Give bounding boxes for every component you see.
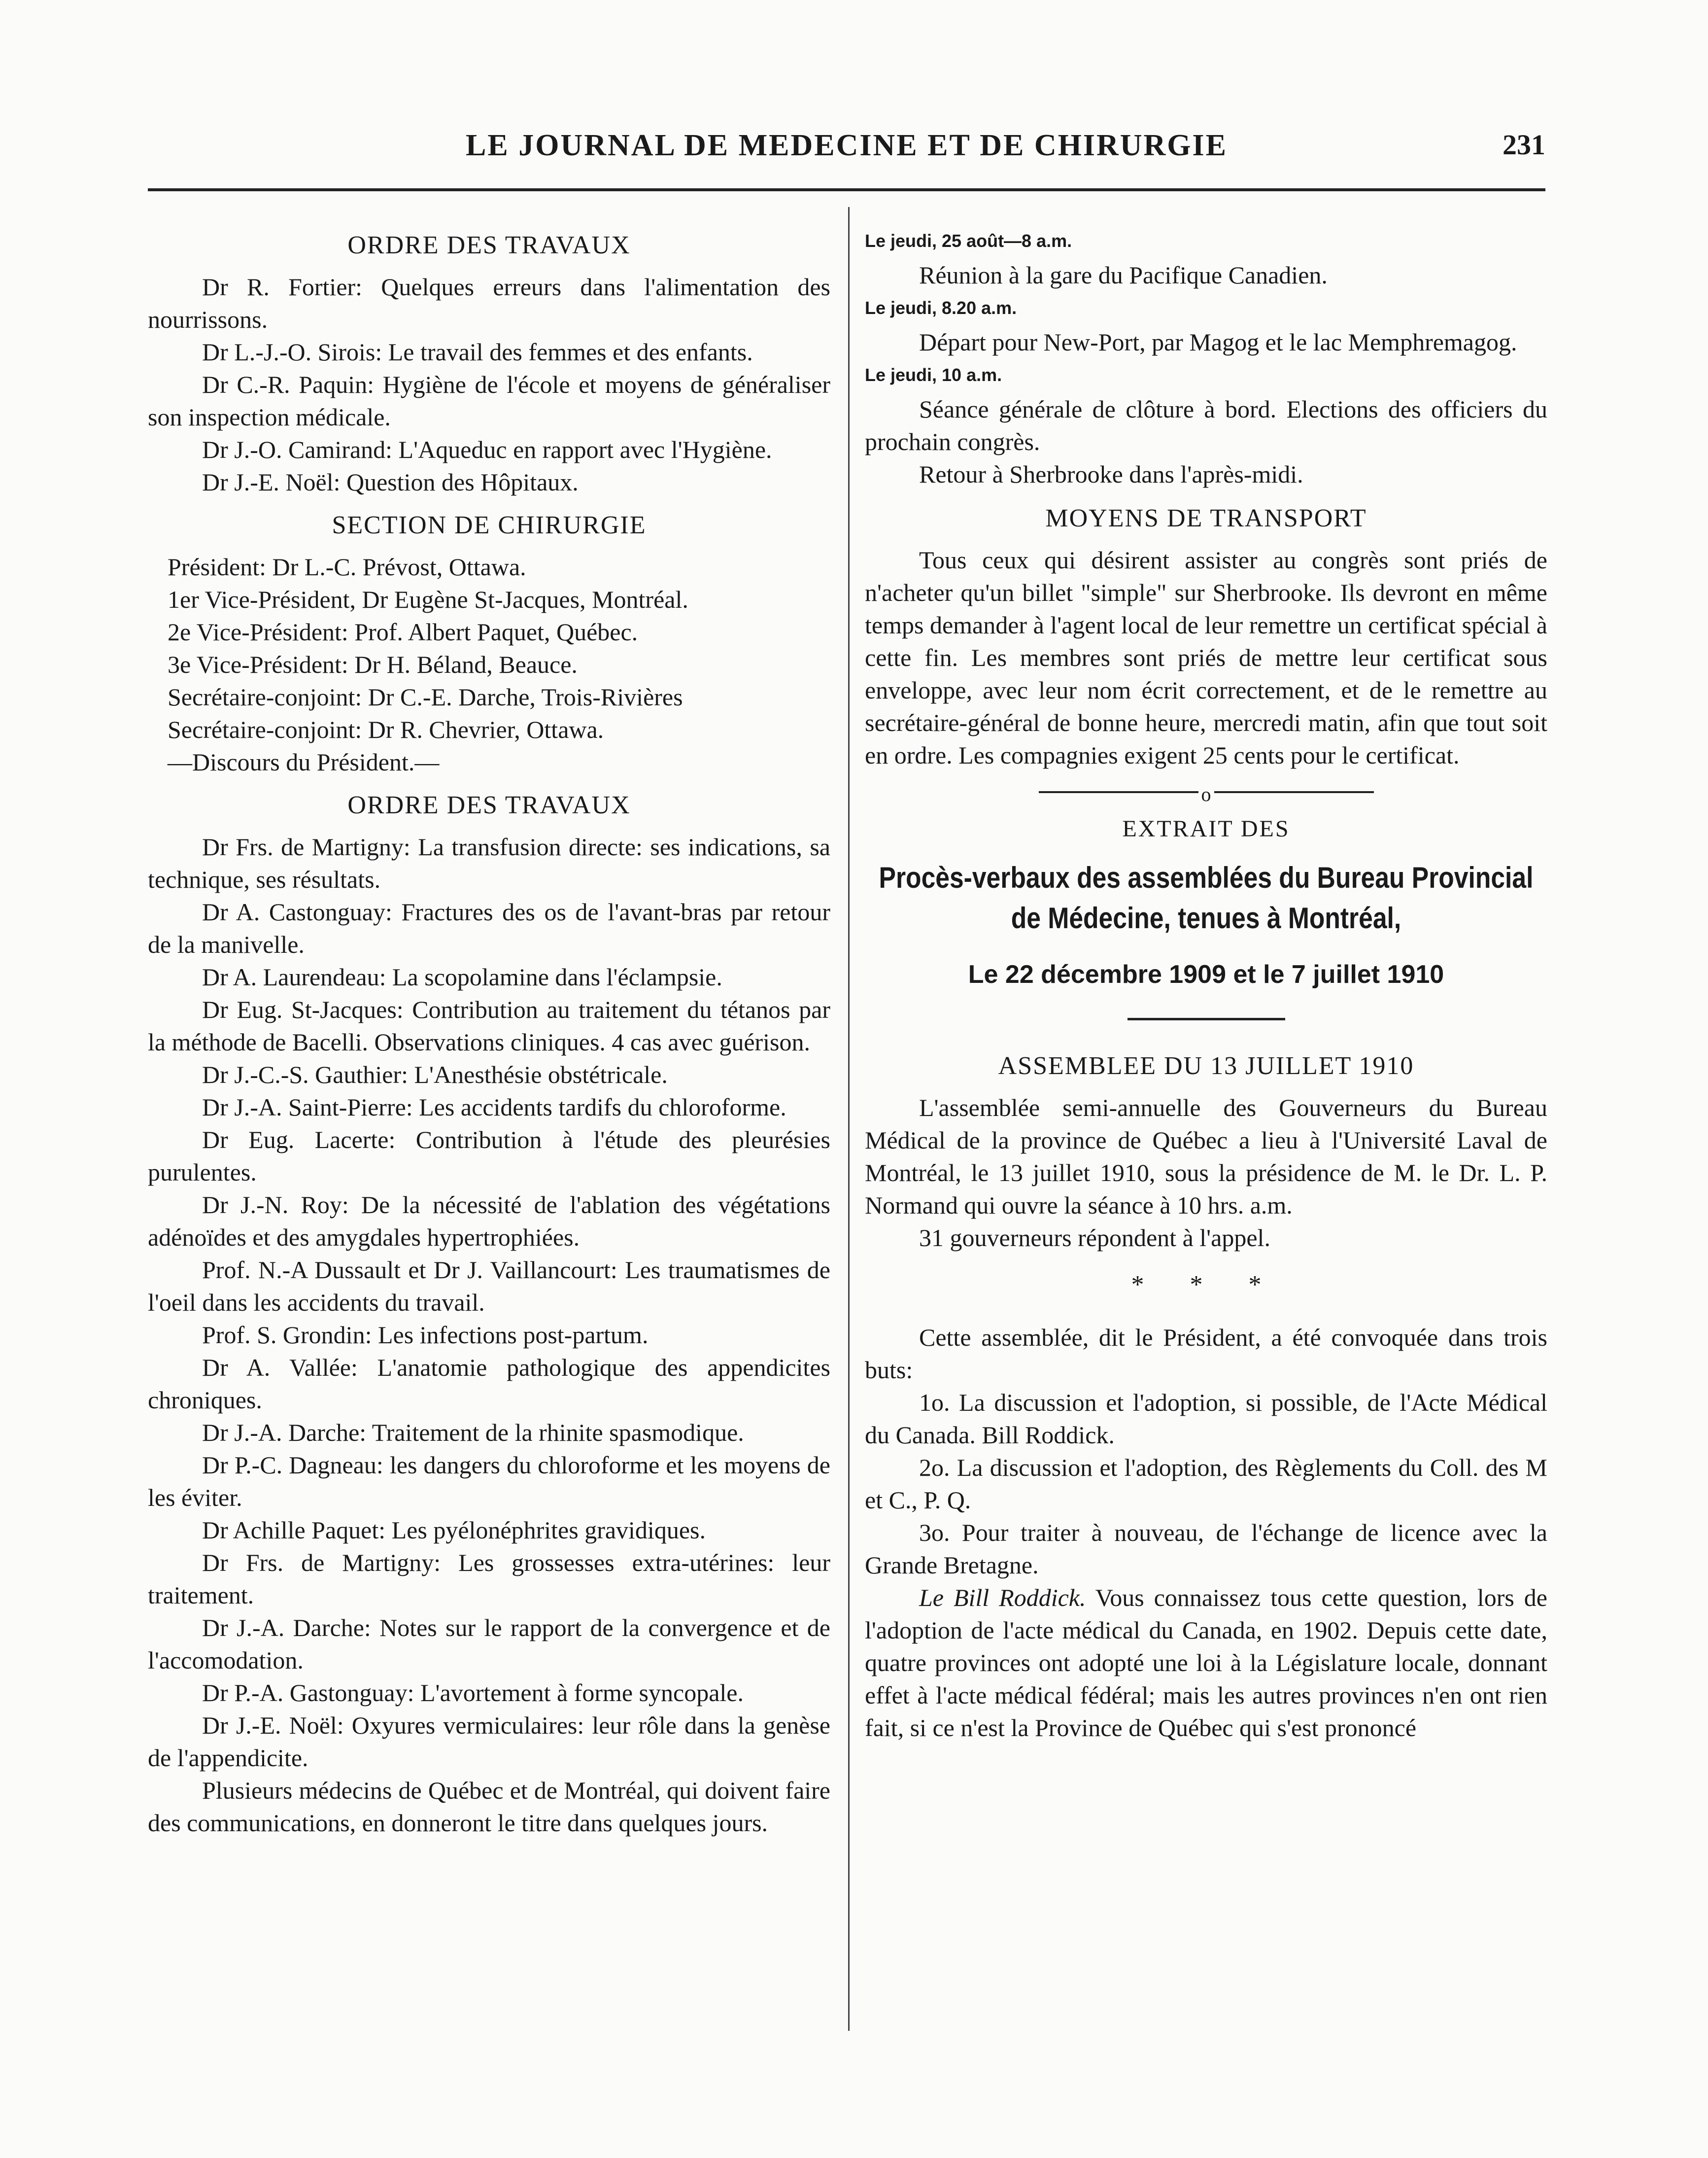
proces-verbaux-title: Procès-verbaux des assemblées du Bureau Provincial de Médecine, tenues à Montréal, xyxy=(879,861,1534,935)
running-title: LE JOURNAL DE MEDECINE ET DE CHIRURGIE xyxy=(466,129,1228,162)
schedule-text: Réunion à la gare du Pacifique Canadien. xyxy=(919,261,1328,289)
schedule-time: Le jeudi, 25 août—8 a.m. xyxy=(865,231,1072,251)
officer-line: Secrétaire-conjoint: Dr R. Chevrier, Ottawa. xyxy=(168,716,604,743)
travaux-item: Dr J.-C.-S. Gauthier: L'Anesthésie obstétricale. xyxy=(202,1061,668,1088)
separator-mark: o xyxy=(1198,778,1214,811)
running-head xyxy=(148,123,1545,182)
officer-line: —Discours du Président.— xyxy=(168,748,440,776)
travaux-item: Dr Frs. de Martigny: Les grossesses extra-utérines: leur traitement. xyxy=(148,1549,830,1609)
page-number: 231 xyxy=(1503,129,1545,161)
schedule-text: Séance générale de clôture à bord. Elections des officiers du prochain congrès. xyxy=(865,395,1547,455)
travaux-item: Dr P.-C. Dagneau: les dangers du chloroforme et les moyens de les éviter. xyxy=(148,1451,830,1511)
officer-line: Secrétaire-conjoint: Dr C.-E. Darche, Trois-Rivières xyxy=(168,683,683,711)
extrait-heading: EXTRAIT DES xyxy=(1122,816,1290,842)
separator-rule-2 xyxy=(1127,1018,1285,1020)
travaux-item: Prof. S. Grondin: Les infections post-partum. xyxy=(202,1321,649,1349)
travaux-item: Dr Achille Paquet: Les pyélonéphrites gravidiques. xyxy=(202,1516,706,1544)
travaux-item: Dr A. Castonguay: Fractures des os de l'avant-bras par retour de la manivelle. xyxy=(148,898,830,958)
travaux-item: Dr J.-A. Darche: Notes sur le rapport de la convergence et de l'accomodation. xyxy=(148,1614,830,1674)
officer-line: 1er Vice-Président, Dr Eugène St-Jacques, Montréal. xyxy=(168,586,688,613)
officer-line: Président: Dr L.-C. Prévost, Ottawa. xyxy=(168,553,526,581)
travaux-item: Dr J.-N. Roy: De la nécessité de l'ablation des végétations adénoïdes et des amygdales hypertrophiées. xyxy=(148,1191,830,1251)
separator-rule xyxy=(1039,783,1374,805)
assemblee-paragraph: L'assemblée semi-annuelle des Gouverneurs du Bureau Médical de la province de Québec a lieu à l'Université Laval de Montréal, le 13 juillet 1910, sous la présidence de M. le Dr. L. P. Normand qui ouvre la séance à 10 hrs. a.m. xyxy=(865,1094,1547,1219)
column-divider xyxy=(848,207,850,2031)
heading-section-chirurgie: SECTION DE CHIRURGIE xyxy=(332,511,647,539)
assemblee-paragraph: Cette assemblée, dit le Président, a été convoquée dans trois buts: xyxy=(865,1323,1547,1384)
travaux-item: Dr J.-O. Camirand: L'Aqueduc en rapport avec l'Hygiène. xyxy=(202,436,772,463)
officer-line: 2e Vice-Président: Prof. Albert Paquet, Québec. xyxy=(168,618,638,646)
heading-ordre-travaux-1: ORDRE DES TRAVAUX xyxy=(347,231,631,259)
travaux-item: Dr A. Vallée: L'anatomie pathologique des appendicites chroniques. xyxy=(148,1354,830,1414)
travaux-item: Dr J.-E. Noël: Question des Hôpitaux. xyxy=(202,468,579,496)
left-column xyxy=(148,224,830,1839)
travaux-item: Dr P.-A. Gastonguay: L'avortement à forme syncopale. xyxy=(202,1679,744,1706)
but-item: 2o. La discussion et l'adoption, des Règlements du Coll. des M et C., P. Q. xyxy=(865,1454,1547,1514)
schedule-text: Départ pour New-Port, par Magog et le lac Memphremagog. xyxy=(919,328,1517,356)
travaux-item: Dr Eug. Lacerte: Contribution à l'étude des pleurésies purulentes. xyxy=(148,1126,830,1186)
schedule-extra: Retour à Sherbrooke dans l'après-midi. xyxy=(919,460,1303,488)
schedule-time: Le jeudi, 10 a.m. xyxy=(865,365,1002,385)
but-item: 3o. Pour traiter à nouveau, de l'échange de licence avec la Grande Bretagne. xyxy=(865,1519,1547,1579)
travaux-item: Dr A. Laurendeau: La scopolamine dans l'éclampsie. xyxy=(202,963,722,991)
heading-ordre-travaux-2: ORDRE DES TRAVAUX xyxy=(347,791,631,819)
travaux-item: Dr J.-A. Saint-Pierre: Les accidents tardifs du chloroforme. xyxy=(202,1093,786,1121)
bill-roddick-text: Vous connaissez tous cette question, lors de l'adoption de l'acte médical du Canada, en 1902. Depuis cette date, quatre provinces ont adopté une loi à la Législature locale, donnant effet à l'acte médical fédéral; mais les autres provinces n'en ont rien fait, si ce n'est la Province de Québec qui s'est prononcé xyxy=(865,1584,1547,1741)
travaux-item: Dr Eug. St-Jacques: Contribution au traitement du tétanos par la méthode de Bacelli. Observations cliniques. 4 cas avec guérison. xyxy=(148,996,830,1056)
officer-line: 3e Vice-Président: Dr H. Béland, Beauce. xyxy=(168,651,578,678)
asterisks-divider: * * * xyxy=(1131,1271,1281,1299)
travaux-item: Dr R. Fortier: Quelques erreurs dans l'alimentation des nourrissons. xyxy=(148,273,830,333)
schedule-time: Le jeudi, 8.20 a.m. xyxy=(865,298,1017,318)
travaux-item: Dr L.-J.-O. Sirois: Le travail des femmes et des enfants. xyxy=(202,338,753,366)
proces-verbaux-dates: Le 22 décembre 1909 et le 7 juillet 1910 xyxy=(968,960,1444,989)
travaux-item: Prof. N.-A Dussault et Dr J. Vaillancourt: Les traumatismes de l'oeil dans les accidents du travail. xyxy=(148,1256,830,1316)
travaux-item: Dr Frs. de Martigny: La transfusion directe: ses indications, sa technique, ses résultats. xyxy=(148,833,830,893)
right-column xyxy=(865,224,1547,1744)
bill-roddick-lead: Le Bill Roddick. xyxy=(919,1584,1086,1611)
travaux-item: Dr J.-A. Darche: Traitement de la rhinite spasmodique. xyxy=(202,1419,744,1446)
transport-paragraph: Tous ceux qui désirent assister au congrès sont priés de n'acheter qu'un billet "simple" sur Sherbrooke. Ils devront en même temps demander à l'agent local de leur remettre un certificat spécial à cette fin. Les membres sont priés de mettre leur certificat sous enveloppe, avec leur nom écrit correctement, et de le remettre au secrétaire-général de bonne heure, mercredi matin, afin que tout soit en ordre. Les compagnies exigent 25 cents pour le certificat. xyxy=(865,546,1547,769)
heading-moyens-transport: MOYENS DE TRANSPORT xyxy=(1045,504,1367,532)
travaux-item: Plusieurs médecins de Québec et de Montréal, qui doivent faire des communications, en donneront le titre dans quelques jours. xyxy=(148,1776,830,1837)
header-rule xyxy=(148,188,1545,191)
bill-roddick-paragraph xyxy=(865,1581,1547,1744)
assemblee-paragraph: 31 gouverneurs répondent à l'appel. xyxy=(919,1224,1270,1252)
travaux-item: Dr J.-E. Noël: Oxyures vermiculaires: leur rôle dans la genèse de l'appendicite. xyxy=(148,1711,830,1772)
but-item: 1o. La discussion et l'adoption, si possible, de l'Acte Médical du Canada. Bill Roddick. xyxy=(865,1389,1547,1449)
travaux-item: Dr C.-R. Paquin: Hygiène de l'école et moyens de généraliser son inspection médicale. xyxy=(148,371,830,431)
heading-assemblee: ASSEMBLEE DU 13 JUILLET 1910 xyxy=(998,1052,1414,1080)
